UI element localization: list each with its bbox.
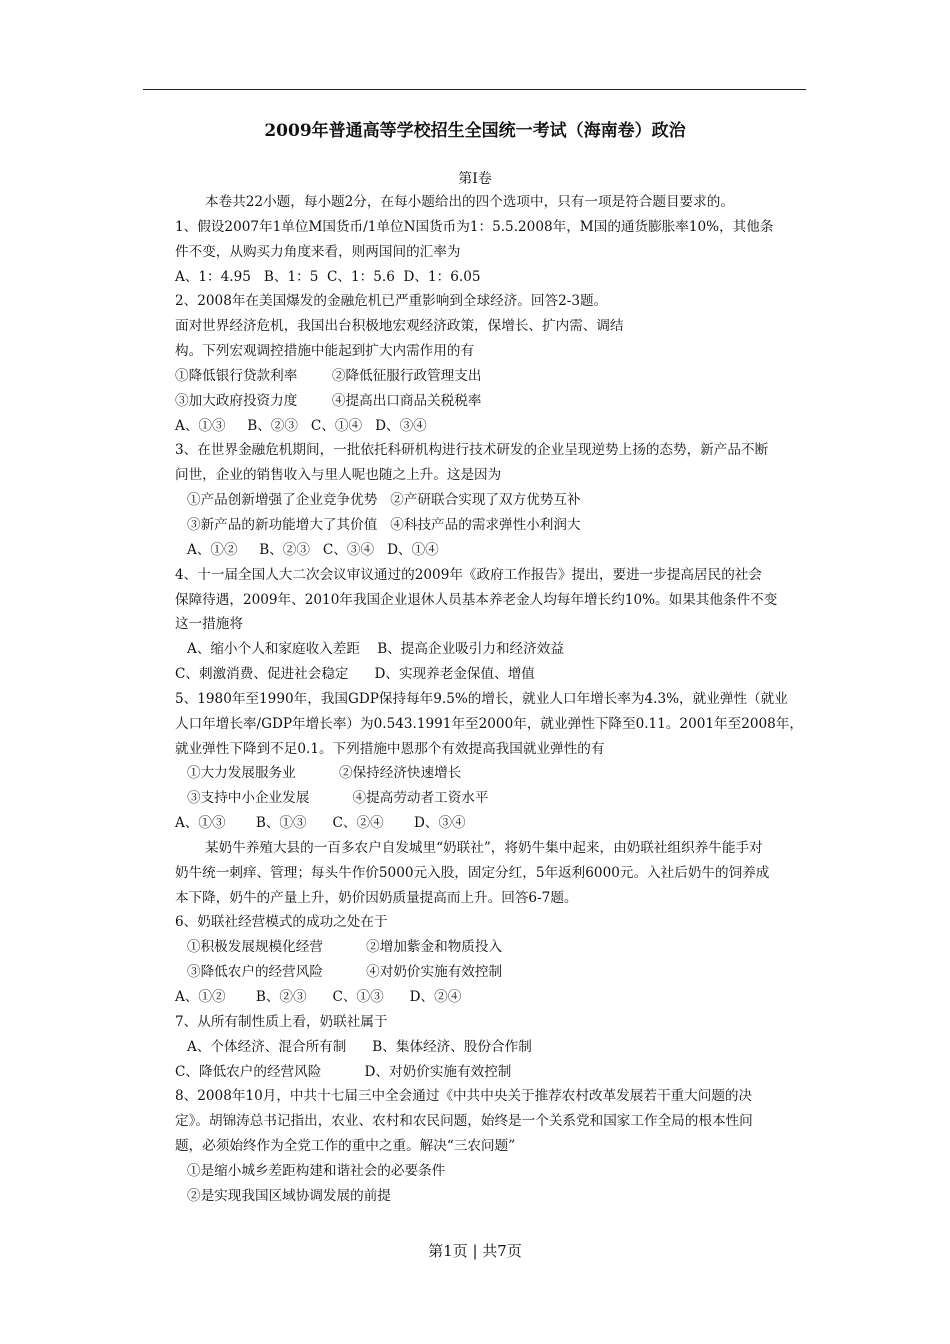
- document-title: 2009年普通高等学校招生全国统一考试（海南卷）政治: [264, 121, 686, 141]
- text-line: ①大力发展服务业 ②保持经济快速增长: [187, 765, 462, 782]
- text-line: ①降低银行贷款利率 ②降低征服行政管理支出: [175, 367, 482, 384]
- text-line: 5、1980年至1990年，我国GDP保持每年9.5%的增长，就业人口年增长率为4.3%，就业弹性（就业: [175, 690, 788, 707]
- text-line: 1、假设2007年1单位M国货币/1单位N国货币为1：5.5.2008年，M国的通货膨胀率10%，其他条: [175, 218, 774, 235]
- text-line: 问世，企业的销售收入与里人呢也随之上升。这是因为: [175, 467, 502, 484]
- volume-heading: 第I卷: [458, 171, 492, 187]
- text-line: ③降低农户的经营风险 ④对奶价实施有效控制: [187, 964, 503, 981]
- text-line: 4、十一届全国人大二次会议审议通过的2009年《政府工作报告》提出，要进一步提高居民的社会: [175, 566, 762, 583]
- text-line: 就业弹性下降到不足0.1。下列措施中恩那个有效提高我国就业弹性的有: [175, 740, 605, 757]
- text-line: A、①③ B、①③ C、②④ D、③④: [175, 815, 466, 832]
- header-rule: [143, 89, 806, 90]
- text-line: C、降低农户的经营风险 D、对奶价实施有效控制: [175, 1063, 512, 1080]
- text-line: A、①③ B、②③ C、①④ D、③④: [175, 417, 427, 434]
- text-line: 定》。胡锦涛总书记指出，农业、农村和农民问题，始终是一个关系党和国家工作全局的根本性问: [175, 1113, 753, 1130]
- text-line: ①是缩小城乡差距构建和谐社会的必要条件: [187, 1162, 446, 1179]
- document-body: [175, 190, 815, 1209]
- text-line: A、缩小个人和家庭收入差距 B、提高企业吸引力和经济效益: [187, 641, 564, 658]
- text-line: A、个体经济、混合所有制 B、集体经济、股份合作制: [187, 1038, 532, 1055]
- text-line: 本卷共22小题，每小题2分，在每小题给出的四个选项中，只有一项是符合题目要求的。: [205, 194, 734, 210]
- text-line: 件不变，从购买力角度来看，则两国间的汇率为: [175, 243, 461, 260]
- text-line: 人口年增长率/GDP年增长率）为0.543.1991年至2000年，就业弹性下降至0.11。2001年至2008年，: [175, 715, 803, 732]
- page-footer: 第1页 | 共7页: [428, 1242, 522, 1260]
- text-line: ③加大政府投资力度 ④提高出口商品关税税率: [175, 392, 482, 409]
- text-line: 这一措施将: [175, 616, 243, 633]
- text-line: 2、2008年在美国爆发的金融危机已严重影响到全球经济。回答2-3题。: [175, 293, 608, 310]
- text-line: A、①② B、②③ C、③④ D、①④: [187, 541, 439, 558]
- text-line: 3、在世界金融危机期间，一批依托科研机构进行技术研发的企业呈现逆势上扬的态势，新产品不断: [175, 442, 769, 459]
- text-line: ①产品创新增强了企业竞争优势 ②产研联合实现了双方优势互补: [187, 492, 581, 509]
- text-line: A、①② B、②③ C、①③ D、②④: [175, 989, 462, 1005]
- text-line: ③新产品的新功能增大了其价值 ④科技产品的需求弹性小利润大: [187, 516, 581, 533]
- text-line: 6、奶联社经营模式的成功之处在于: [175, 914, 388, 931]
- text-line: C、刺激消费、促进社会稳定 D、实现养老金保值、增值: [175, 666, 535, 683]
- text-line: ③支持中小企业发展 ④提高劳动者工资水平: [187, 790, 489, 807]
- text-line: A、1：4.95 B、1：5 C、1：5.6 D、1：6.05: [175, 268, 481, 285]
- text-line: 某奶牛养殖大县的一百多农户自发城里“奶联社”，将奶牛集中起来，由奶联社组织养牛能手对: [205, 839, 763, 856]
- text-line: 保障待遇，2009年、2010年我国企业退休人员基本养老金人均每年增长约10%。如果其他条件不变: [175, 591, 778, 608]
- text-line: 题，必须始终作为全党工作的重中之重。解决“三农问题”: [175, 1138, 516, 1155]
- text-line: 奶牛统一刺痒、管理；每头牛作价5000元入股，固定分红，5年返利6000元。入社后奶牛的饲养成: [175, 864, 770, 881]
- text-line: ②是实现我国区域协调发展的前提: [187, 1187, 391, 1204]
- text-line: 7、从所有制性质上看，奶联社属于: [175, 1013, 388, 1030]
- text-line: 8、2008年10月，中共十七届三中全会通过《中共中央关于推荐农村改革发展若干重大问题的决: [175, 1088, 753, 1105]
- text-line: 面对世界经济危机，我国出台积极地宏观经济政策，保增长、扩内需、调结: [175, 318, 624, 335]
- text-line: 构。下列宏观调控措施中能起到扩大内需作用的有: [175, 343, 475, 360]
- text-line: ①积极发展规模化经营 ②增加紫金和物质投入: [187, 939, 503, 956]
- text-line: 本下降，奶牛的产量上升，奶价因奶质量提高而上升。回答6-7题。: [175, 889, 578, 906]
